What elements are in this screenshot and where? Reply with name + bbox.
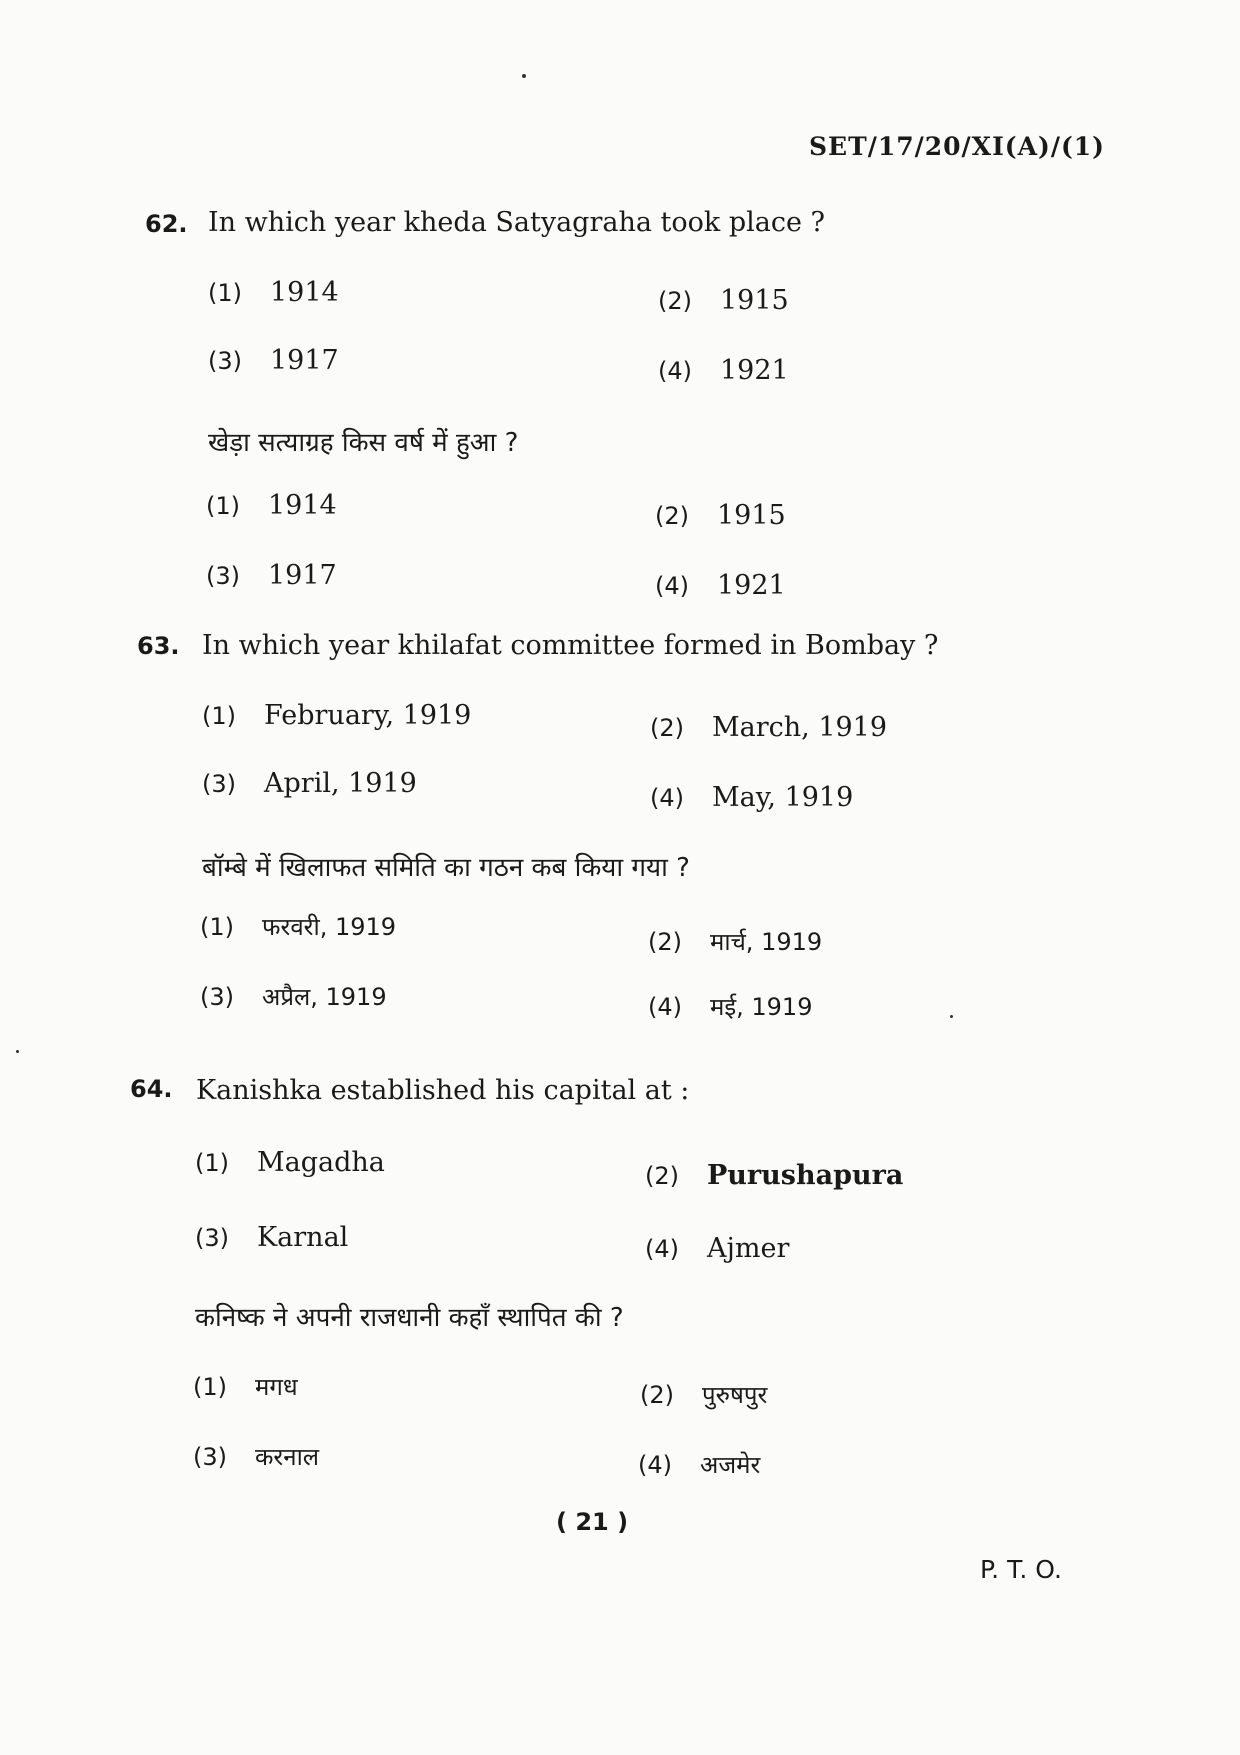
question-text-hindi: कनिष्क ने अपनी राजधानी कहाँ स्थापित की ? bbox=[195, 1303, 624, 1333]
option-3-hindi: (3) करनाल bbox=[193, 1443, 320, 1471]
page-number: ( 21 ) bbox=[556, 1508, 629, 1536]
option-2-english: (2) Purushapura bbox=[645, 1160, 904, 1191]
question-number: 64. bbox=[130, 1075, 173, 1103]
option-1-english: (1) February, 1919 bbox=[202, 700, 472, 731]
question-text-english: Kanishka established his capital at : bbox=[196, 1075, 690, 1106]
option-2-hindi: (2) पुरुषपुर bbox=[640, 1381, 768, 1409]
option-1-hindi: (1) मगध bbox=[193, 1373, 298, 1401]
option-3-english: (3) Karnal bbox=[195, 1222, 349, 1253]
scan-speck bbox=[950, 1015, 953, 1018]
scan-speck bbox=[522, 74, 526, 78]
question-text-english: In which year kheda Satyagraha took place ? bbox=[208, 207, 826, 238]
option-2-english: (2) March, 1919 bbox=[650, 712, 888, 743]
option-2-hindi: (2) मार्च, 1919 bbox=[648, 928, 823, 956]
option-4-english: (4) 1921 bbox=[658, 355, 789, 386]
pto-label: P. T. O. bbox=[980, 1555, 1062, 1584]
option-3-english: (3) 1917 bbox=[208, 345, 339, 376]
scan-speck bbox=[16, 1050, 19, 1053]
question-text-english: In which year khilafat committee formed in Bombay ? bbox=[202, 630, 939, 661]
option-2-english: (2) 1915 bbox=[658, 285, 789, 316]
option-3-hindi: (3) अप्रैल, 1919 bbox=[200, 983, 387, 1011]
option-1-english: (1) Magadha bbox=[195, 1147, 385, 1178]
option-1-hindi: (1) फरवरी, 1919 bbox=[200, 913, 397, 941]
option-4-hindi: (4) अजमेर bbox=[638, 1451, 761, 1479]
question-text-hindi: बॉम्बे में खिलाफत समिति का गठन कब किया गया ? bbox=[202, 853, 690, 883]
question-number: 62. bbox=[145, 210, 188, 238]
set-code: SET/17/20/XI(A)/(1) bbox=[808, 132, 1105, 161]
option-2-hindi: (2) 1915 bbox=[655, 500, 786, 531]
question-number: 63. bbox=[137, 632, 180, 660]
option-4-hindi: (4) मई, 1919 bbox=[648, 993, 813, 1021]
option-3-hindi: (3) 1917 bbox=[206, 560, 337, 591]
option-4-english: (4) May, 1919 bbox=[650, 782, 854, 813]
question-text-hindi: खेड़ा सत्याग्रह किस वर्ष में हुआ ? bbox=[208, 428, 519, 458]
option-4-english: (4) Ajmer bbox=[645, 1233, 790, 1264]
option-4-hindi: (4) 1921 bbox=[655, 570, 786, 601]
option-3-english: (3) April, 1919 bbox=[202, 768, 417, 799]
option-1-hindi: (1) 1914 bbox=[206, 490, 337, 521]
option-1-english: (1) 1914 bbox=[208, 277, 339, 308]
